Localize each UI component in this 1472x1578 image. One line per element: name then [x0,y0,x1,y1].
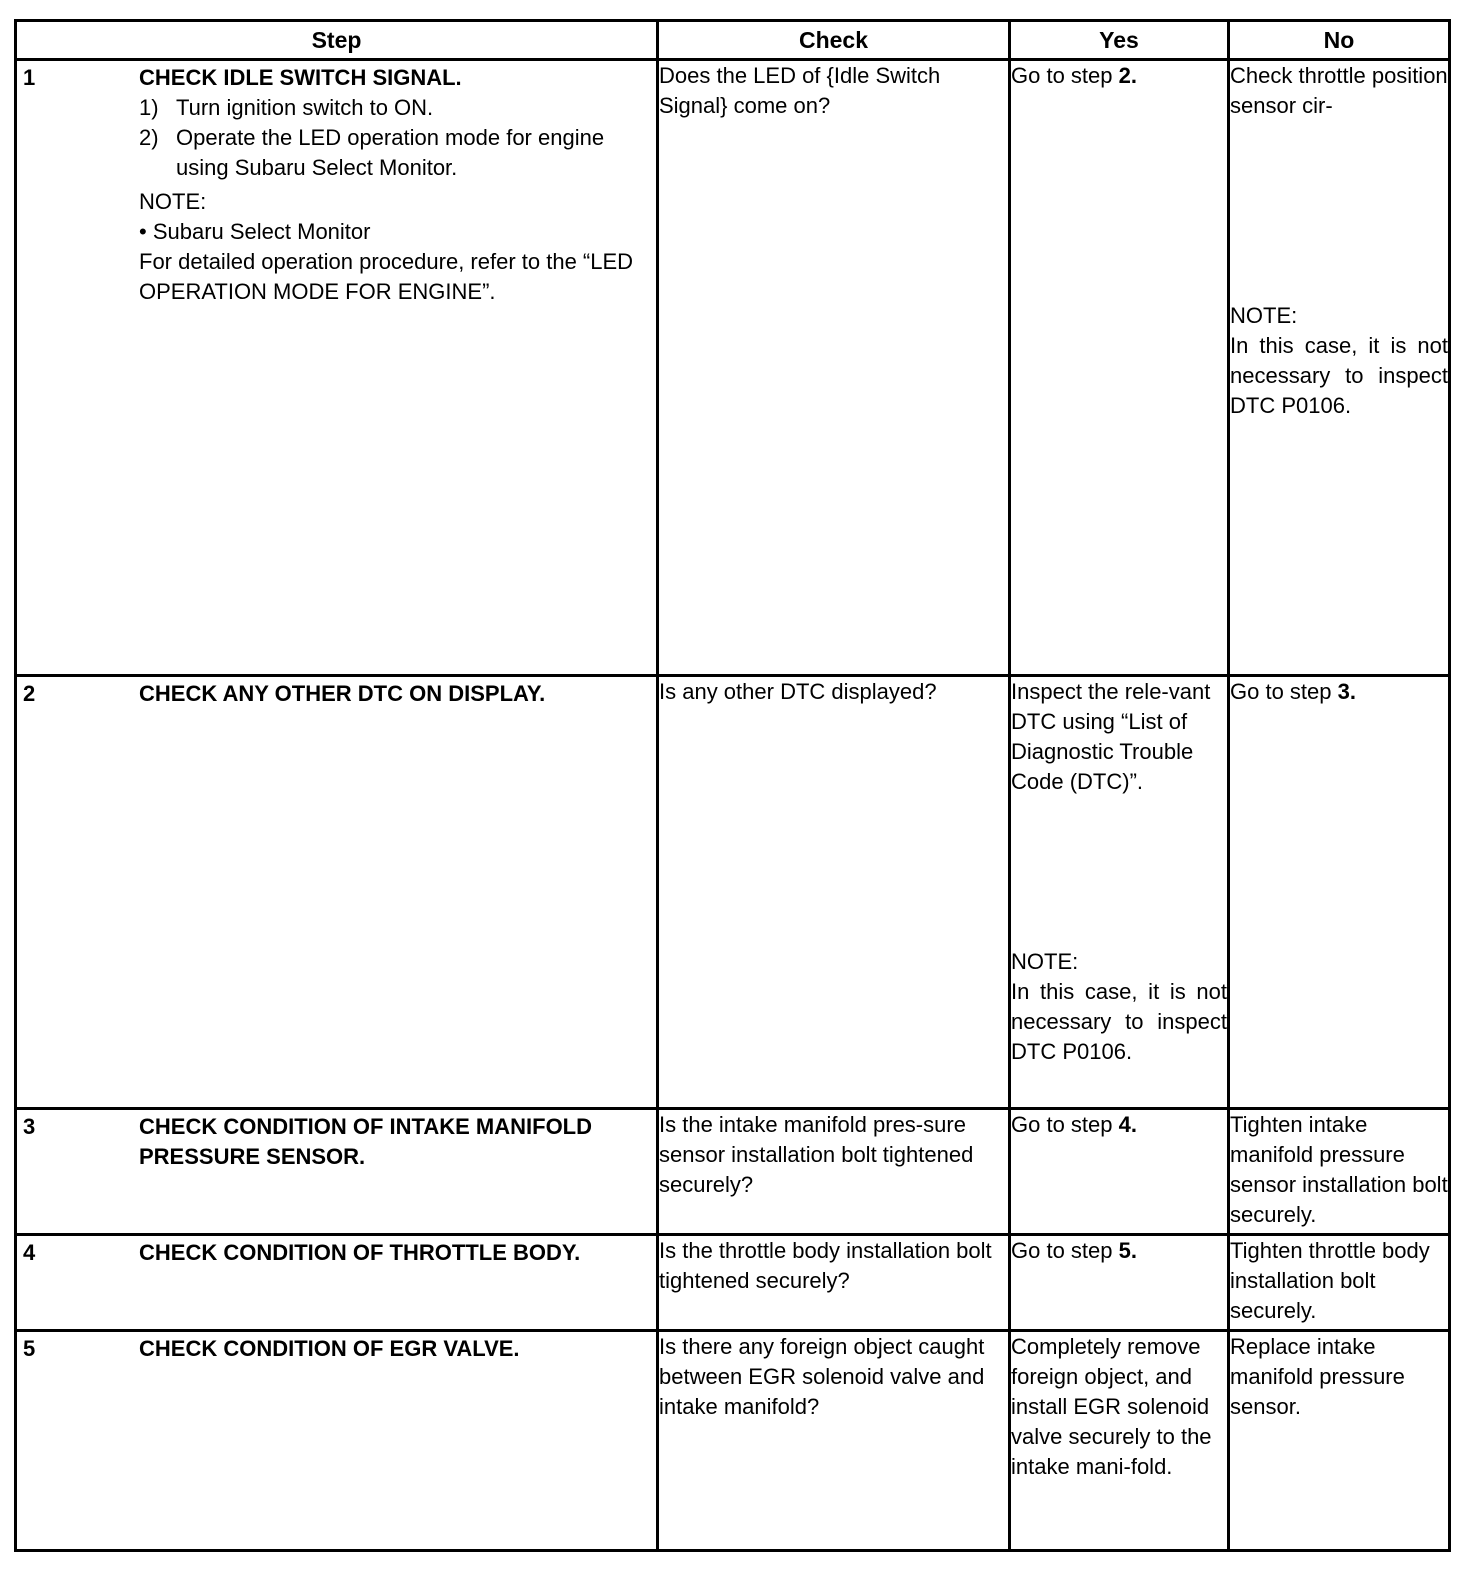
no-text: Replace intake manifold pressure sensor. [1230,1334,1405,1419]
substep [139,93,652,123]
yes-step-link: 2. [1118,63,1137,88]
substep-text: Turn ignition switch to ON. [176,95,434,120]
header-row [16,21,1450,60]
no-note-text: In this case, it is not necessary to inspect DTC P0106. [1230,333,1448,418]
step-cell [16,60,658,676]
step-number: 3 [23,1114,36,1139]
step-title: CHECK CONDITION OF EGR VALVE. [139,1336,520,1361]
check-text: Is the throttle body installation bolt tightened securely? [659,1238,992,1293]
no-cell [1229,676,1450,1109]
step-number: 1 [23,65,36,90]
header-step: Step [16,21,658,60]
check-cell [658,1331,1010,1551]
no-cell [1229,1331,1450,1551]
table-row [16,1109,1450,1235]
no-note-label: NOTE: [1230,303,1298,328]
yes-cell [1010,60,1229,676]
step-cell [16,1109,658,1235]
substep-number: 1) [139,95,159,120]
check-cell [658,60,1010,676]
no-cell [1229,1109,1450,1235]
yes-cell [1010,1331,1229,1551]
table-row [16,60,1450,676]
step-title: CHECK IDLE SWITCH SIGNAL. [139,65,462,90]
no-text: Tighten intake manifold pressure sensor installation bolt securely. [1230,1112,1448,1227]
step-title: CHECK ANY OTHER DTC ON DISPLAY. [139,681,546,706]
no-text: Check throttle position sensor cir- [1230,63,1448,118]
header-no: No [1229,21,1450,60]
no-step-link: 3. [1337,679,1356,704]
substep-number: 2) [139,125,159,150]
header-check: Check [658,21,1010,60]
note-text: For detailed operation procedure, refer to the “LED OPERATION MODE FOR ENGINE”. [139,249,634,304]
yes-prefix: Go to step [1011,63,1119,88]
substep-text: Operate the LED operation mode for engine using Subaru Select Monitor. [176,125,605,180]
check-text: Is the intake manifold pres-sure sensor installation bolt tightened securely? [659,1112,974,1197]
step-number: 2 [23,681,36,706]
step-cell [16,1235,658,1331]
check-cell [658,1235,1010,1331]
no-cell [1229,1235,1450,1331]
yes-step-link: 5. [1118,1238,1137,1263]
yes-text: Completely remove foreign object, and install EGR solenoid valve securely to the intake mani-fold. [1011,1334,1212,1479]
step-title: CHECK CONDITION OF INTAKE MANIFOLD PRESSURE SENSOR. [139,1114,593,1169]
diagnostic-table [14,19,1451,1552]
step-cell [16,1331,658,1551]
table-row [16,1235,1450,1331]
check-text: Is there any foreign object caught between EGR solenoid valve and intake manifold? [659,1334,985,1419]
yes-note-text: In this case, it is not necessary to inspect DTC P0106. [1011,979,1227,1064]
yes-prefix: Go to step [1011,1112,1119,1137]
table-row [16,676,1450,1109]
no-text: Tighten throttle body installation bolt securely. [1230,1238,1430,1323]
no-prefix: Go to step [1230,679,1338,704]
check-cell [658,676,1010,1109]
check-text: Is any other DTC displayed? [659,679,937,704]
header-yes: Yes [1010,21,1229,60]
step-number: 5 [23,1336,36,1361]
yes-prefix: Go to step [1011,1238,1119,1263]
yes-cell [1010,676,1229,1109]
no-cell [1229,60,1450,676]
substep [139,123,652,183]
step-number: 4 [23,1240,36,1265]
step-title: CHECK CONDITION OF THROTTLE BODY. [139,1240,581,1265]
note-label: NOTE: [139,189,207,214]
yes-text: Inspect the rele-vant DTC using “List of Diagnostic Trouble Code (DTC)”. [1011,679,1211,794]
check-text: Does the LED of {Idle Switch Signal} come on? [659,63,941,118]
yes-step-link: 4. [1118,1112,1137,1137]
table-row [16,1331,1450,1551]
yes-note-label: NOTE: [1011,949,1079,974]
check-cell [658,1109,1010,1235]
note-bullet: • Subaru Select Monitor [139,219,371,244]
yes-cell [1010,1109,1229,1235]
yes-cell [1010,1235,1229,1331]
step-cell [16,676,658,1109]
